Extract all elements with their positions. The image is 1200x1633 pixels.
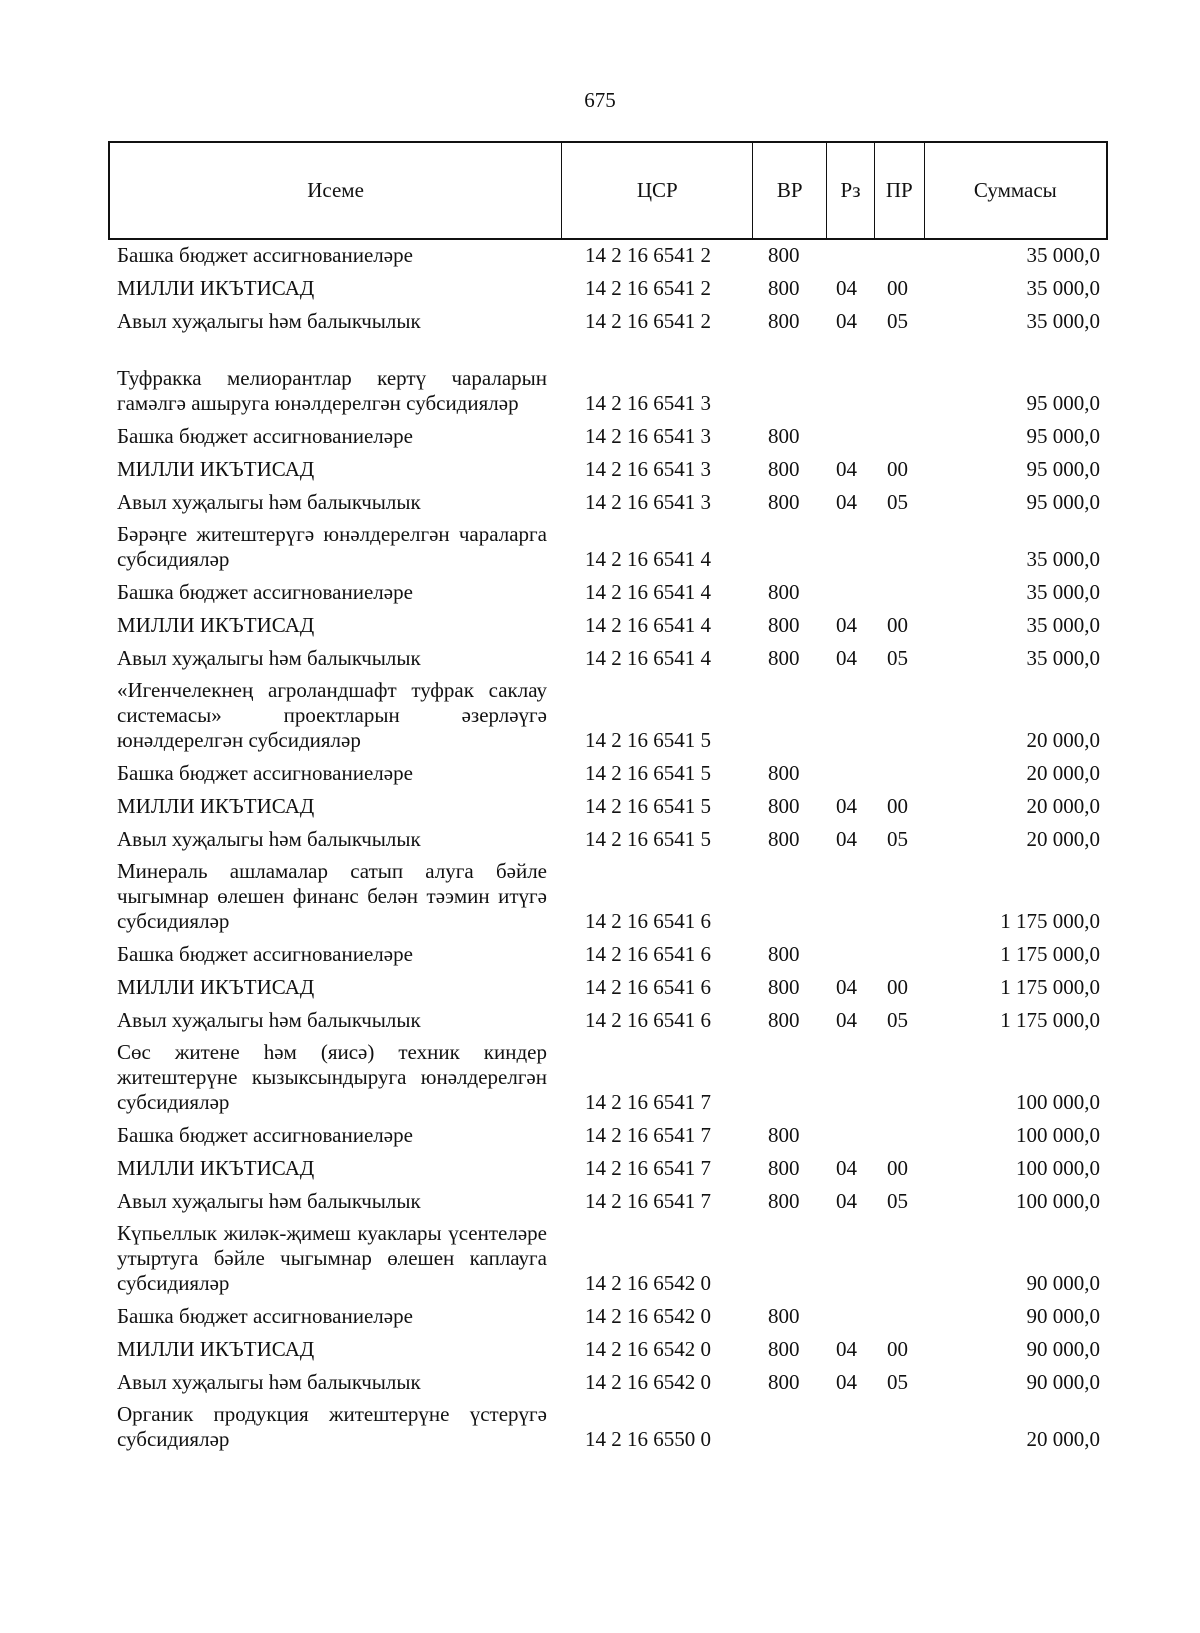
row-name: Башка бюджет ассигнованиеләре [117, 1304, 413, 1328]
row-name: Туфракка мелиорантлар кертү чараларын гамәлгә ашыруга юнәлдерелгән субсидияләр [117, 366, 547, 415]
row-rz: 04 [836, 827, 857, 851]
row-csr: 14 2 16 6542 0 [585, 1271, 711, 1295]
header-name: Исеме [307, 178, 364, 202]
row-name: Авыл хуҗалыгы һәм балыкчылык [117, 490, 421, 514]
page-number: 675 [584, 88, 616, 112]
row-vr: 800 [768, 424, 800, 448]
row-name: Башка бюджет ассигнованиеләре [117, 761, 413, 785]
row-vr: 800 [768, 1123, 800, 1147]
row-sum: 20 000,0 [1026, 728, 1100, 752]
row-csr: 14 2 16 6541 4 [585, 646, 711, 670]
row-pr: 05 [887, 1370, 908, 1394]
row-rz: 04 [836, 309, 857, 333]
row-name: МИЛЛИ ИКЪТИСАД [117, 794, 315, 818]
row-csr: 14 2 16 6541 7 [585, 1090, 711, 1114]
row-sum: 90 000,0 [1026, 1337, 1100, 1361]
row-sum: 20 000,0 [1026, 827, 1100, 851]
row-csr: 14 2 16 6541 3 [585, 391, 711, 415]
row-sum: 35 000,0 [1026, 547, 1100, 571]
row-sum: 90 000,0 [1026, 1304, 1100, 1328]
row-name: МИЛЛИ ИКЪТИСАД [117, 1337, 315, 1361]
row-csr: 14 2 16 6541 7 [585, 1189, 711, 1213]
row-sum: 35 000,0 [1026, 309, 1100, 333]
row-name: МИЛЛИ ИКЪТИСАД [117, 975, 315, 999]
table-row [0, 575, 1200, 608]
row-name: Башка бюджет ассигнованиеләре [117, 243, 413, 267]
row-name: МИЛЛИ ИКЪТИСАД [117, 276, 315, 300]
row-sum: 1 175 000,0 [1000, 909, 1100, 933]
row-csr: 14 2 16 6541 3 [585, 457, 711, 481]
row-pr: 05 [887, 309, 908, 333]
row-name: МИЛЛИ ИКЪТИСАД [117, 457, 315, 481]
row-name: «Игенчелекнең агроландшафт туфрак саклау системасы» проектларын әзерләүгә юнәлдерелгән субсидияләр [117, 678, 547, 752]
row-vr: 800 [768, 794, 800, 818]
table-row [0, 1398, 1200, 1455]
row-rz: 04 [836, 276, 857, 300]
row-vr: 800 [768, 1304, 800, 1328]
row-sum: 95 000,0 [1026, 490, 1100, 514]
table-body [0, 238, 1200, 1455]
table-row [0, 238, 1200, 271]
row-csr: 14 2 16 6541 4 [585, 547, 711, 571]
row-sum: 95 000,0 [1026, 424, 1100, 448]
table-row [0, 1299, 1200, 1332]
table-row [0, 271, 1200, 304]
table-row [0, 1003, 1200, 1036]
row-name: Башка бюджет ассигнованиеләре [117, 580, 413, 604]
row-pr: 05 [887, 646, 908, 670]
row-pr: 05 [887, 827, 908, 851]
row-sum: 95 000,0 [1026, 391, 1100, 415]
row-sum: 35 000,0 [1026, 613, 1100, 637]
table-row [0, 855, 1200, 937]
row-vr: 800 [768, 1008, 800, 1032]
row-pr: 00 [887, 975, 908, 999]
table-row [0, 1365, 1200, 1398]
row-csr: 14 2 16 6541 6 [585, 975, 711, 999]
row-rz: 04 [836, 613, 857, 637]
row-name: Минераль ашламалар сатып алуга бәйле чыгымнар өлешен финанс белән тәэмин итүгә субсидияләр [117, 859, 547, 933]
row-name: Сөс житене һәм (яисә) техник киндер житештерүне кызыксындыруга юнәлдерелгән субсидияләр [117, 1040, 547, 1114]
row-pr: 05 [887, 1189, 908, 1213]
table-row [0, 608, 1200, 641]
row-csr: 14 2 16 6541 2 [585, 276, 711, 300]
row-vr: 800 [768, 490, 800, 514]
row-name: МИЛЛИ ИКЪТИСАД [117, 1156, 315, 1180]
row-sum: 1 175 000,0 [1000, 975, 1100, 999]
row-csr: 14 2 16 6541 6 [585, 1008, 711, 1032]
row-rz: 04 [836, 1189, 857, 1213]
row-vr: 800 [768, 243, 800, 267]
header-sum: Суммасы [924, 143, 1106, 238]
row-name: Башка бюджет ассигнованиеләре [117, 942, 413, 966]
table-row [0, 674, 1200, 756]
row-sum: 35 000,0 [1026, 646, 1100, 670]
row-sum: 35 000,0 [1026, 276, 1100, 300]
table-row [0, 1151, 1200, 1184]
row-pr: 05 [887, 1008, 908, 1032]
row-csr: 14 2 16 6541 3 [585, 490, 711, 514]
row-rz: 04 [836, 646, 857, 670]
row-name: Башка бюджет ассигнованиеләре [117, 424, 413, 448]
row-sum: 100 000,0 [1016, 1090, 1100, 1114]
row-name: Авыл хуҗалыгы һәм балыкчылык [117, 309, 421, 333]
table-row [0, 518, 1200, 575]
row-name: Авыл хуҗалыгы һәм балыкчылык [117, 1189, 421, 1213]
row-csr: 14 2 16 6542 0 [585, 1370, 711, 1394]
row-rz: 04 [836, 975, 857, 999]
row-csr: 14 2 16 6541 2 [585, 309, 711, 333]
row-pr: 00 [887, 1156, 908, 1180]
header-vr: ВР [752, 143, 826, 238]
row-name: Башка бюджет ассигнованиеләре [117, 1123, 413, 1147]
row-csr: 14 2 16 6541 5 [585, 794, 711, 818]
row-vr: 800 [768, 975, 800, 999]
row-sum: 20 000,0 [1026, 761, 1100, 785]
row-pr: 00 [887, 794, 908, 818]
row-vr: 800 [768, 613, 800, 637]
row-rz: 04 [836, 1337, 857, 1361]
row-sum: 20 000,0 [1026, 1427, 1100, 1451]
row-rz: 04 [836, 1156, 857, 1180]
table-row [0, 756, 1200, 789]
row-sum: 100 000,0 [1016, 1156, 1100, 1180]
row-vr: 800 [768, 646, 800, 670]
row-csr: 14 2 16 6542 0 [585, 1337, 711, 1361]
row-name: Авыл хуҗалыгы һәм балыкчылык [117, 646, 421, 670]
row-csr: 14 2 16 6541 5 [585, 827, 711, 851]
row-csr: 14 2 16 6550 0 [585, 1427, 711, 1451]
table-row [0, 1217, 1200, 1299]
row-rz: 04 [836, 1008, 857, 1032]
row-name: Бәрәңге житештерүгә юнәлдерелгән чараларга субсидияләр [117, 522, 547, 571]
table-row [0, 304, 1200, 337]
row-name: Авыл хуҗалыгы һәм балыкчылык [117, 1370, 421, 1394]
table-row [0, 970, 1200, 1003]
row-vr: 800 [768, 309, 800, 333]
table-row [0, 485, 1200, 518]
row-vr: 800 [768, 457, 800, 481]
table-row [0, 1036, 1200, 1118]
row-sum: 100 000,0 [1016, 1189, 1100, 1213]
row-csr: 14 2 16 6541 5 [585, 761, 711, 785]
row-rz: 04 [836, 1370, 857, 1394]
header-csr: ЦСР [561, 143, 752, 238]
row-sum: 95 000,0 [1026, 457, 1100, 481]
table-row [0, 419, 1200, 452]
header-pr: ПР [874, 143, 924, 238]
table-row [0, 1332, 1200, 1365]
row-csr: 14 2 16 6541 6 [585, 909, 711, 933]
row-csr: 14 2 16 6541 2 [585, 243, 711, 267]
row-pr: 05 [887, 490, 908, 514]
table-row [0, 822, 1200, 855]
table-row [0, 1184, 1200, 1217]
row-vr: 800 [768, 1189, 800, 1213]
row-csr: 14 2 16 6541 7 [585, 1156, 711, 1180]
row-vr: 800 [768, 827, 800, 851]
row-rz: 04 [836, 457, 857, 481]
row-csr: 14 2 16 6541 4 [585, 613, 711, 637]
header-rz: Рз [826, 143, 874, 238]
row-vr: 800 [768, 1337, 800, 1361]
row-name: Авыл хуҗалыгы һәм балыкчылык [117, 827, 421, 851]
row-name: Органик продукция житештерүне үстерүгә субсидияләр [117, 1402, 547, 1451]
row-sum: 100 000,0 [1016, 1123, 1100, 1147]
row-vr: 800 [768, 942, 800, 966]
row-csr: 14 2 16 6541 3 [585, 424, 711, 448]
row-sum: 90 000,0 [1026, 1370, 1100, 1394]
row-name: Күпьеллык жиләк-җимеш куаклары үсентеләре утыртуга бәйле чыгымнар өлешен каплауга субсидияләр [117, 1221, 547, 1295]
table-row [0, 452, 1200, 485]
row-csr: 14 2 16 6542 0 [585, 1304, 711, 1328]
row-sum: 1 175 000,0 [1000, 1008, 1100, 1032]
row-name: МИЛЛИ ИКЪТИСАД [117, 613, 315, 637]
row-pr: 00 [887, 276, 908, 300]
row-csr: 14 2 16 6541 4 [585, 580, 711, 604]
row-vr: 800 [768, 276, 800, 300]
row-vr: 800 [768, 761, 800, 785]
row-vr: 800 [768, 1370, 800, 1394]
row-pr: 00 [887, 457, 908, 481]
table-row [0, 937, 1200, 970]
row-rz: 04 [836, 794, 857, 818]
row-pr: 00 [887, 613, 908, 637]
row-csr: 14 2 16 6541 6 [585, 942, 711, 966]
row-sum: 20 000,0 [1026, 794, 1100, 818]
table-row [0, 789, 1200, 822]
table-header [108, 141, 1108, 240]
row-pr: 00 [887, 1337, 908, 1361]
row-csr: 14 2 16 6541 7 [585, 1123, 711, 1147]
row-rz: 04 [836, 490, 857, 514]
row-sum: 1 175 000,0 [1000, 942, 1100, 966]
row-name: Авыл хуҗалыгы һәм балыкчылык [117, 1008, 421, 1032]
table-row [0, 337, 1200, 419]
row-sum: 90 000,0 [1026, 1271, 1100, 1295]
row-sum: 35 000,0 [1026, 243, 1100, 267]
table-row [0, 1118, 1200, 1151]
row-vr: 800 [768, 580, 800, 604]
row-vr: 800 [768, 1156, 800, 1180]
row-csr: 14 2 16 6541 5 [585, 728, 711, 752]
row-sum: 35 000,0 [1026, 580, 1100, 604]
table-row [0, 641, 1200, 674]
